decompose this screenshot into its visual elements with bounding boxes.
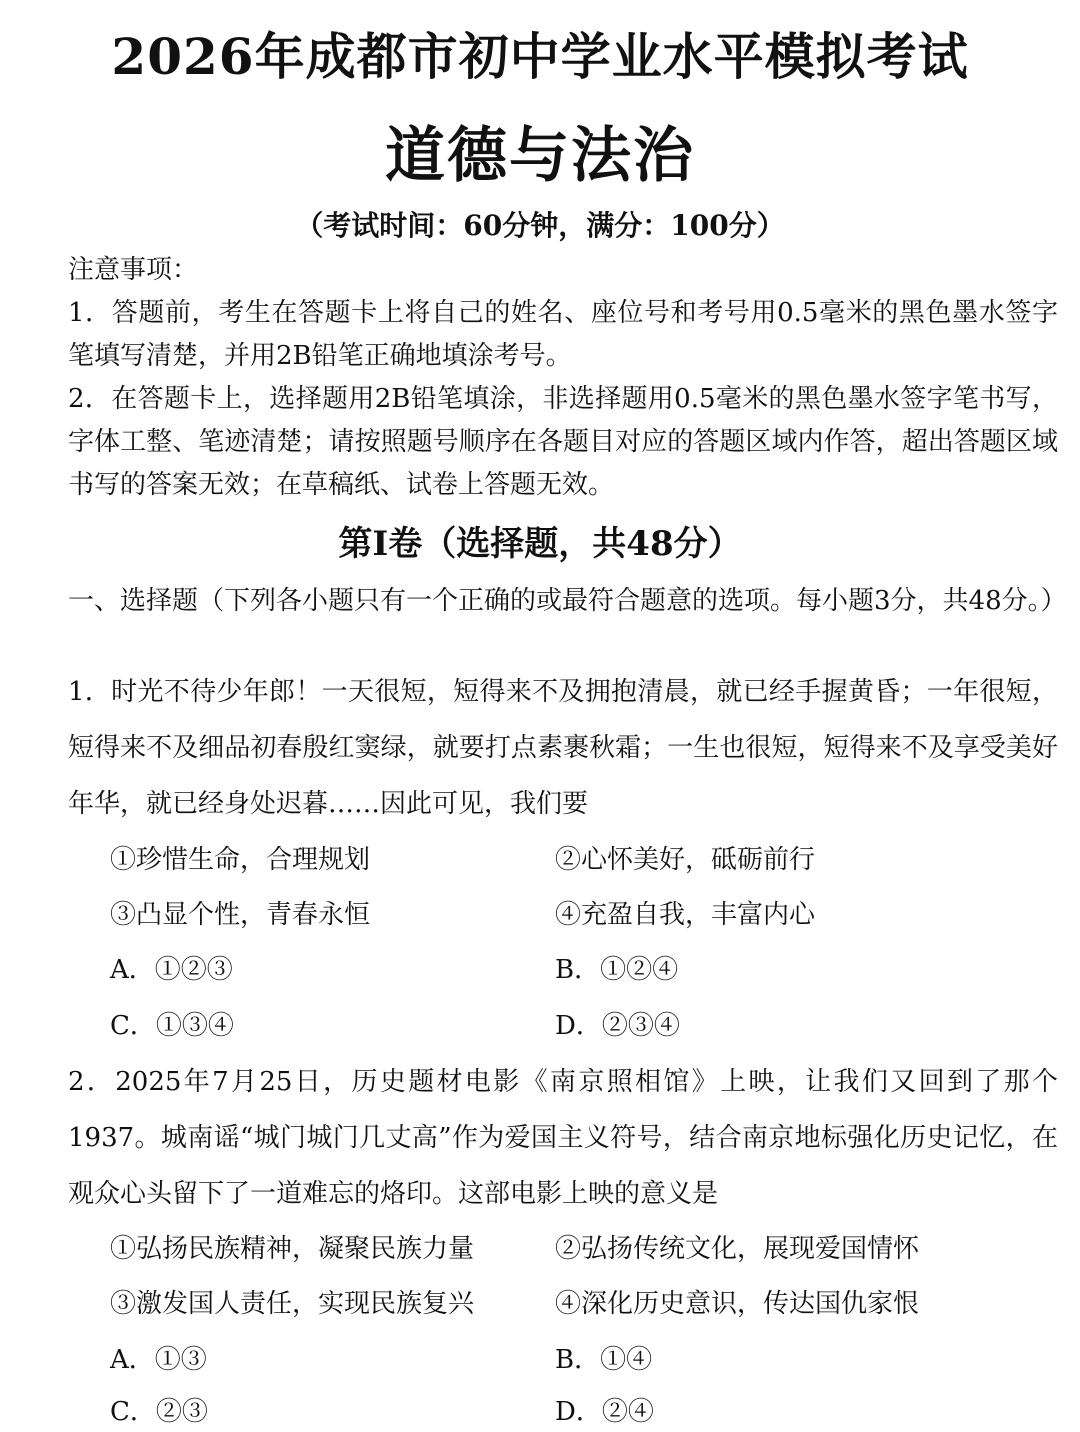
question-2-statement-2: ②弘扬传统文化，展现爱国情怀 xyxy=(555,1234,920,1264)
note-item-2: 2．在答题卡上，选择题用2B铅笔填涂，非选择题用0.5毫米的黑色墨水签字笔书写，字体工整、笔迹清楚；请按照题号顺序在各题目对应的答题区域内作答，超出答题区域书写的答案无效；在草稿纸、试卷上答题无效。 xyxy=(68,384,1058,500)
question-2-statements-row-1 xyxy=(110,1229,1060,1269)
question-1-statements-row-1 xyxy=(110,840,1060,880)
notes-label: 注意事项： xyxy=(68,255,199,285)
question-1-choices-row-1 xyxy=(110,950,1060,990)
note-item-1: 1．答题前，考生在答题卡上将自己的姓名、座位号和考号用0.5毫米的黑色墨水签字笔填写清楚，并用2B铅笔正确地填涂考号。 xyxy=(68,298,1058,371)
question-2-statement-4: ④深化历史意识，传达国仇家恨 xyxy=(555,1289,920,1319)
question-2-choices-row-1 xyxy=(110,1340,1060,1380)
question-2-stem: 2．2025年7月25日，历史题材电影《南京照相馆》上映，让我们又回到了那个1937。城南谣“城门城门几丈高”作为爱国主义符号，结合南京地标强化历史记忆，在观众心头留下了一道难忘的烙印。这部电影上映的意义是 xyxy=(68,1067,1058,1209)
question-2-choice-d: D．②④ xyxy=(555,1397,654,1427)
question-2-statement-3: ③激发国人责任，实现民族复兴 xyxy=(110,1289,475,1319)
question-1-statement-3: ③凸显个性，青春永恒 xyxy=(110,900,371,930)
exam-title: 2026年成都市初中学业水平模拟考试 xyxy=(111,27,969,86)
question-2-choice-c: C．②③ xyxy=(110,1397,208,1427)
question-2-choices-row-2 xyxy=(110,1392,1060,1432)
section-title: 第Ⅰ卷（选择题，共48分） xyxy=(338,524,742,564)
exam-time-info: （考试时间：60分钟，满分：100分） xyxy=(295,209,785,242)
question-1-statement-2: ②心怀美好，砥砺前行 xyxy=(555,845,816,875)
question-1-choice-c: C．①③④ xyxy=(110,1011,234,1041)
question-2-choice-a: A．①③ xyxy=(110,1345,207,1375)
question-2-statement-1: ①弘扬民族精神，凝聚民族力量 xyxy=(110,1234,475,1264)
question-2-statements-row-2 xyxy=(110,1284,1060,1324)
subject-title: 道德与法治 xyxy=(385,121,695,191)
section-instruction: 一、选择题（下列各小题只有一个正确的或最符合题意的选项。每小题3分，共48分。） xyxy=(68,586,1067,616)
question-1-choice-b: B．①②④ xyxy=(555,955,679,985)
question-1-choice-d: D．②③④ xyxy=(555,1011,680,1041)
question-1-statement-1: ①珍惜生命，合理规划 xyxy=(110,845,371,875)
question-1-choice-a: A．①②③ xyxy=(110,955,233,985)
question-2-choice-b: B．①④ xyxy=(555,1345,653,1375)
question-1-statements-row-2 xyxy=(110,895,1060,935)
question-1-stem: 1．时光不待少年郎！一天很短，短得来不及拥抱清晨，就已经手握黄昏；一年很短，短得来不及细品初春殷红窦绿，就要打点素裹秋霜；一生也很短，短得来不及享受美好年华，就已经身处迟暮……因此可见，我们要 xyxy=(68,677,1058,819)
question-1-statement-4: ④充盈自我，丰富内心 xyxy=(555,900,816,930)
question-1-choices-row-2 xyxy=(110,1006,1060,1046)
